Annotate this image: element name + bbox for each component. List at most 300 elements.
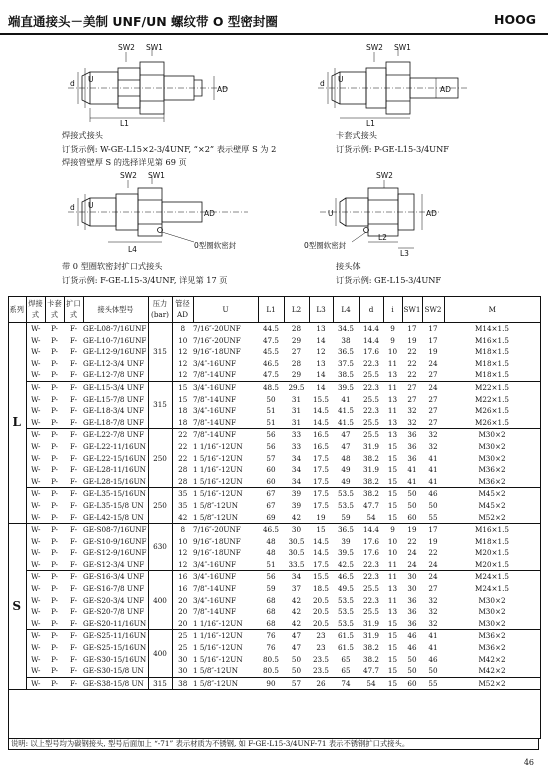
ad-label: AD: [204, 209, 215, 218]
table-cell: M30×2: [478, 430, 506, 440]
table-cell: 30.5: [288, 536, 305, 546]
table-cell: W-: [31, 654, 41, 664]
table-cell: M22×1.5: [475, 394, 509, 404]
table-cell: W-: [31, 572, 41, 582]
table-cell: F-: [64, 559, 83, 571]
compression-fitting-diagram: [318, 42, 468, 127]
table-cell: 1 5/8″-12UN: [193, 665, 258, 677]
table-cell: 1 1/16″-12UN: [193, 631, 243, 641]
d-label: d: [70, 203, 75, 212]
table-cell: 51: [258, 417, 284, 429]
table-cell: 1 5/16″-12UN: [193, 489, 243, 499]
table-cell: W-: [31, 465, 41, 475]
table-cell: F-: [64, 512, 83, 524]
table-cell: 69: [258, 512, 284, 524]
table-cell: 17.6: [362, 347, 379, 357]
table-cell: W-: [31, 584, 41, 594]
table-cell: GE-L15-3/4 UNF: [83, 381, 148, 393]
table-cell: F-: [69, 406, 78, 416]
table-cell: 47: [291, 631, 302, 641]
table-cell: GE-L15-7/8 UNF: [83, 394, 148, 406]
table-cell: 17.6: [362, 548, 379, 558]
table-cell: F-: [64, 618, 83, 630]
table-cell: 39.5: [337, 548, 354, 558]
pressure-cell: 400: [148, 571, 172, 630]
table-cell: M24×1.5: [475, 584, 509, 594]
table-row: [8, 595, 540, 607]
table-cell: 24: [428, 358, 438, 368]
table-cell: 26: [309, 677, 333, 690]
d-label: d: [70, 79, 75, 88]
table-cell: 54: [359, 677, 383, 690]
table-row: [8, 665, 540, 677]
table-cell: F-: [69, 394, 78, 404]
table-cell: M30×2: [478, 607, 506, 617]
seal-label: 0型圈软密封: [304, 241, 347, 250]
table-cell: 41.5: [333, 417, 359, 429]
page-number: 46: [523, 758, 534, 767]
table-cell: 30: [178, 654, 188, 664]
table-cell: 22: [402, 369, 422, 381]
table-cell: P-: [51, 536, 58, 546]
table-cell: 14.5: [309, 417, 333, 429]
table-cell: 38.2: [362, 489, 379, 499]
table-cell: 14: [316, 382, 326, 392]
table-cell: W-: [31, 500, 41, 510]
table-cell: 1 1/16″-12UN: [193, 618, 258, 630]
table-cell: 27: [428, 584, 438, 594]
column-header: 焊接式: [26, 296, 45, 323]
table-cell: GE-L22-7/8 UNF: [83, 429, 148, 441]
table-cell: 67: [266, 500, 276, 510]
table-cell: 31.9: [362, 441, 379, 451]
table-cell: 1 5/8″-12UN: [193, 512, 258, 524]
table-cell: 24: [428, 572, 438, 582]
body-order-example: 订货示例: GE-L15-3/4UNF: [336, 275, 442, 285]
table-cell: GE-L18-7/8 UNF: [83, 417, 148, 429]
table-cell: 3/4″-16UNF: [193, 382, 237, 392]
table-cell: 48: [266, 536, 276, 546]
table-cell: P-: [51, 335, 58, 345]
table-cell: 60: [402, 677, 422, 690]
table-cell: 46.5: [337, 572, 354, 582]
l3-label: L3: [400, 249, 409, 257]
table-cell: 1 5/8″-12UN: [193, 677, 258, 690]
column-header: i: [383, 296, 402, 323]
table-cell: 18: [172, 417, 193, 429]
table-cell: GE-S30-15/16UN: [83, 654, 147, 664]
table-cell: M36×2: [478, 643, 506, 653]
table-cell: 15: [383, 618, 402, 630]
table-cell: 15: [383, 665, 402, 677]
table-cell: GE-L42-15/8 UN: [83, 512, 148, 524]
l1-label: L1: [120, 119, 129, 127]
table-cell: 57: [266, 453, 276, 463]
table-cell: M30×2: [444, 618, 540, 630]
table-cell: 46.5: [262, 525, 279, 535]
pressure-cell: 315: [148, 677, 172, 690]
table-cell: 47.5: [262, 335, 279, 345]
table-cell: 74: [333, 677, 359, 690]
table-cell: 22.3: [359, 559, 383, 571]
table-cell: W-: [26, 512, 45, 524]
column-header: L3: [309, 296, 333, 323]
table-cell: 15: [178, 382, 188, 392]
table-row: [8, 358, 540, 370]
table-cell: GE-S20-11/16UN: [83, 618, 148, 630]
table-cell: 7/8″-14UNF: [193, 607, 237, 617]
table-cell: P-: [51, 430, 58, 440]
table-cell: GE-L12-3/4 UNF: [83, 358, 148, 370]
table-cell: 30: [172, 665, 193, 677]
table-cell: 22: [407, 536, 417, 546]
table-cell: 47.7: [362, 500, 379, 510]
table-cell: 22: [407, 358, 417, 368]
table-cell: 41: [402, 476, 422, 488]
table-cell: M30×2: [478, 595, 506, 605]
table-cell: 39: [291, 489, 302, 499]
table-row: [8, 547, 540, 559]
table-cell: 22: [178, 441, 188, 451]
table-cell: 30: [407, 584, 417, 594]
sw2-label: SW2: [366, 43, 383, 52]
table-cell: 17: [428, 335, 438, 345]
table-row: [8, 524, 540, 536]
table-cell: M52×2: [444, 512, 540, 524]
sw2-label: SW2: [120, 172, 137, 180]
table-cell: 55: [422, 677, 444, 690]
table-cell: 60: [258, 476, 284, 488]
table-cell: 36: [407, 595, 417, 605]
table-cell: 46: [407, 643, 417, 653]
table-cell: 12: [178, 347, 188, 357]
table-cell: 36: [407, 441, 417, 451]
table-cell: W-: [31, 394, 41, 404]
table-cell: 37: [291, 584, 302, 594]
table-cell: 14.4: [362, 525, 379, 535]
table-cell: 50: [428, 500, 438, 510]
table-cell: P-: [45, 512, 64, 524]
table-cell: F-: [64, 369, 83, 381]
table-cell: 22.3: [362, 382, 379, 392]
table-cell: 10: [387, 536, 398, 546]
table-cell: 38.2: [362, 643, 379, 653]
table-cell: 80.5: [262, 654, 279, 664]
table-cell: 23: [316, 631, 326, 641]
table-cell: P-: [45, 618, 64, 630]
table-cell: 27: [422, 369, 444, 381]
table-cell: 54: [359, 512, 383, 524]
table-cell: F-: [69, 607, 78, 617]
table-cell: 49: [341, 465, 351, 475]
table-cell: 36: [407, 453, 417, 463]
table-cell: F-: [69, 525, 78, 535]
table-cell: GE-S38-15/8 UN: [83, 677, 148, 690]
table-cell: 8: [180, 525, 186, 535]
sw1-label: SW1: [148, 172, 165, 180]
table-cell: 9/16″-18UNF: [193, 548, 241, 558]
table-cell: M42×2: [444, 665, 540, 677]
table-cell: 31.9: [362, 631, 379, 641]
table-cell: F-: [69, 335, 78, 345]
table-cell: 47: [291, 643, 302, 653]
table-cell: 1 5/8″-12UN: [193, 500, 239, 510]
table-row: [8, 630, 540, 642]
table-cell: 38.2: [362, 654, 379, 664]
table-cell: 28: [291, 324, 302, 333]
table-cell: M18×1.5: [475, 347, 509, 357]
table-cell: 59: [266, 584, 276, 594]
table-cell: 15: [387, 465, 398, 475]
column-header: 扩口式: [64, 296, 83, 323]
table-cell: 30: [407, 572, 417, 582]
table-cell: GE-L22-15/16UN: [83, 453, 148, 465]
table-cell: W-: [31, 335, 41, 345]
table-cell: W-: [31, 607, 41, 617]
table-cell: W-: [31, 347, 41, 357]
column-header: L2: [284, 296, 309, 323]
seal-label: 0型圈软密封: [194, 241, 237, 250]
table-row: [8, 369, 540, 381]
table-cell: 31: [291, 394, 302, 404]
table-cell: 12: [178, 548, 188, 558]
table-cell: 17: [407, 324, 417, 333]
pressure-cell: 315: [148, 381, 172, 428]
pressure-cell: 250: [148, 429, 172, 488]
table-cell: 36.5: [337, 347, 354, 357]
table-cell: 12: [172, 559, 193, 571]
table-cell: 25.5: [362, 584, 379, 594]
table-cell: M36×2: [444, 476, 540, 488]
ad-label: AD: [426, 209, 437, 218]
table-cell: F-: [69, 430, 78, 440]
table-cell: 1 1/16″-12UN: [193, 465, 243, 475]
table-cell: P-: [45, 559, 64, 571]
table-cell: 27: [422, 417, 444, 429]
table-cell: 7/16″-20UNF: [193, 324, 241, 333]
table-cell: 32: [422, 618, 444, 630]
table-cell: W-: [26, 665, 45, 677]
table-cell: 42: [172, 512, 193, 524]
table-cell: GE-L35-15/8 UN: [83, 500, 148, 512]
footnote: 说明: 以上型号均为碳钢接头, 型号后面加上 “-71” 表示材质为不锈钢, 如 F-GE-L15-3/4UNF-71 表示不锈钢扩口式接头。: [8, 738, 539, 750]
table-cell: 56: [266, 441, 276, 451]
table-cell: W-: [31, 548, 41, 558]
table-cell: 36: [407, 607, 417, 617]
d-label: d: [320, 79, 325, 88]
table-cell: F-: [64, 417, 83, 429]
table-cell: 47.7: [359, 665, 383, 677]
table-cell: 11: [387, 358, 398, 368]
welded-caption: 焊接式接头: [62, 130, 103, 140]
table-cell: GE-S16-7/8 UNF: [83, 583, 148, 595]
table-cell: P-: [51, 394, 58, 404]
table-cell: M14×1.5: [475, 324, 509, 333]
table-cell: P-: [51, 453, 58, 463]
table-row: [8, 677, 540, 690]
table-cell: 49: [333, 476, 359, 488]
table-cell: 15: [387, 441, 398, 451]
table-row: [8, 405, 540, 417]
table-cell: M18×1.5: [444, 369, 540, 381]
table-cell: W-: [31, 595, 41, 605]
flared-caption: 带 0 型圈软密封扩口式接头: [62, 261, 163, 271]
table-cell: 3/4″-16UNF: [193, 559, 258, 571]
table-cell: GE-L28-11/16UN: [83, 464, 148, 476]
column-header: 接头体型号: [83, 296, 148, 323]
body-diagram: [300, 172, 450, 257]
table-cell: 15: [383, 476, 402, 488]
column-header: SW2: [422, 296, 444, 323]
table-cell: 29: [291, 335, 302, 345]
sw1-label: SW1: [394, 43, 411, 52]
table-cell: W-: [26, 417, 45, 429]
table-cell: 47: [341, 430, 351, 440]
table-cell: 65: [333, 665, 359, 677]
table-cell: 9: [390, 525, 395, 535]
table-cell: 7/16″-20UNF: [193, 525, 241, 535]
table-cell: 15.5: [312, 572, 329, 582]
u-label: U: [88, 201, 94, 210]
table-cell: P-: [51, 643, 58, 653]
table-cell: W-: [26, 677, 45, 690]
table-cell: 36: [407, 430, 417, 440]
table-row: [8, 618, 540, 630]
table-cell: 41: [407, 465, 417, 475]
table-cell: 22: [178, 430, 188, 440]
table-cell: M26×1.5: [444, 417, 540, 429]
table-row: [8, 453, 540, 465]
table-cell: 29: [284, 369, 309, 381]
table-cell: 17: [428, 525, 438, 535]
table-cell: GE-S25-15/16UN: [83, 643, 147, 653]
table-cell: 17.5: [312, 500, 329, 510]
table-cell: 15: [387, 643, 398, 653]
table-cell: 7/8″-14UNF: [193, 369, 258, 381]
table-cell: 41.5: [337, 406, 354, 416]
table-cell: P-: [51, 525, 58, 535]
table-cell: 50: [266, 394, 276, 404]
table-cell: P-: [45, 476, 64, 488]
table-cell: 41: [428, 643, 438, 653]
table-cell: 46: [407, 631, 417, 641]
table-cell: P-: [45, 665, 64, 677]
ad-label: AD: [217, 85, 228, 94]
table-cell: 19: [407, 335, 417, 345]
table-cell: 11: [387, 595, 398, 605]
table-cell: W-: [31, 382, 41, 392]
table-cell: 25.5: [362, 607, 379, 617]
compression-caption: 卡套式接头: [336, 130, 377, 140]
table-cell: 7/16″-20UNF: [193, 335, 241, 345]
table-cell: 14.5: [312, 536, 329, 546]
table-cell: P-: [51, 595, 58, 605]
welded-fitting-diagram: [68, 42, 228, 127]
table-cell: F-: [69, 584, 78, 594]
table-cell: 8: [180, 324, 186, 333]
column-header: SW1: [402, 296, 422, 323]
table-cell: P-: [51, 465, 58, 475]
table-cell: 1 5/16″-12UN: [193, 643, 243, 653]
table-cell: 15: [387, 631, 398, 641]
table-cell: 68: [266, 607, 276, 617]
table-cell: 17: [428, 324, 438, 333]
table-cell: 15: [387, 500, 398, 510]
table-cell: 27: [428, 406, 438, 416]
table-row: [8, 464, 540, 476]
series-cell: L: [8, 323, 26, 524]
table-cell: GE-L35-15/16UN: [83, 488, 148, 500]
table-cell: 34: [284, 476, 309, 488]
table-cell: P-: [51, 631, 58, 641]
table-header-row: [8, 296, 540, 323]
table-cell: 14: [309, 369, 333, 381]
table-cell: 20: [172, 618, 193, 630]
table-cell: W-: [31, 430, 41, 440]
table-cell: 31.9: [362, 465, 379, 475]
table-cell: W-: [31, 441, 41, 451]
table-cell: 13: [387, 430, 398, 440]
table-cell: 67: [266, 489, 276, 499]
table-cell: P-: [51, 441, 58, 451]
table-cell: F-: [69, 453, 78, 463]
table-cell: 16: [178, 584, 188, 594]
table-cell: F-: [69, 572, 78, 582]
table-cell: 13: [387, 584, 398, 594]
table-cell: 25.5: [359, 417, 383, 429]
table-cell: GE-S25-11/16UN: [83, 631, 147, 641]
table-cell: F-: [64, 476, 83, 488]
table-cell: P-: [45, 369, 64, 381]
table-cell: 34.5: [337, 324, 354, 333]
table-cell: 56: [266, 430, 276, 440]
table-cell: P-: [45, 417, 64, 429]
table-cell: 23.5: [312, 654, 329, 664]
table-cell: 39: [341, 536, 351, 546]
table-cell: F-: [69, 347, 78, 357]
table-cell: 32: [428, 430, 438, 440]
pressure-cell: 250: [148, 488, 172, 524]
table-cell: GE-L22-11/16UN: [83, 441, 148, 453]
table-cell: W-: [31, 536, 41, 546]
table-cell: 42: [284, 618, 309, 630]
table-cell: 56: [266, 572, 276, 582]
table-cell: 28: [291, 358, 302, 368]
table-cell: GE-L10-7/16UNF: [83, 335, 147, 345]
table-row: [8, 476, 540, 488]
table-cell: 16.5: [312, 430, 329, 440]
table-cell: 22.3: [362, 595, 379, 605]
table-cell: 25.5: [362, 394, 379, 404]
table-cell: F-: [69, 654, 78, 664]
table-cell: GE-S08-7/16UNF: [83, 525, 147, 535]
table-cell: 3/4″-16UNF: [193, 358, 237, 368]
table-cell: 14.5: [312, 406, 329, 416]
table-cell: 37.5: [337, 358, 354, 368]
table-cell: M16×1.5: [475, 525, 509, 535]
table-cell: 51: [266, 406, 276, 416]
table-row: [8, 346, 540, 358]
table-cell: 9/16″-18UNF: [193, 536, 241, 546]
table-cell: 50: [284, 665, 309, 677]
table-cell: M30×2: [478, 453, 506, 463]
table-cell: 15: [316, 525, 326, 535]
table-cell: 32: [402, 417, 422, 429]
table-cell: 16.5: [312, 441, 329, 451]
table-cell: 7/8″-14UNF: [193, 430, 237, 440]
table-cell: P-: [45, 677, 64, 690]
table-cell: 22: [407, 347, 417, 357]
